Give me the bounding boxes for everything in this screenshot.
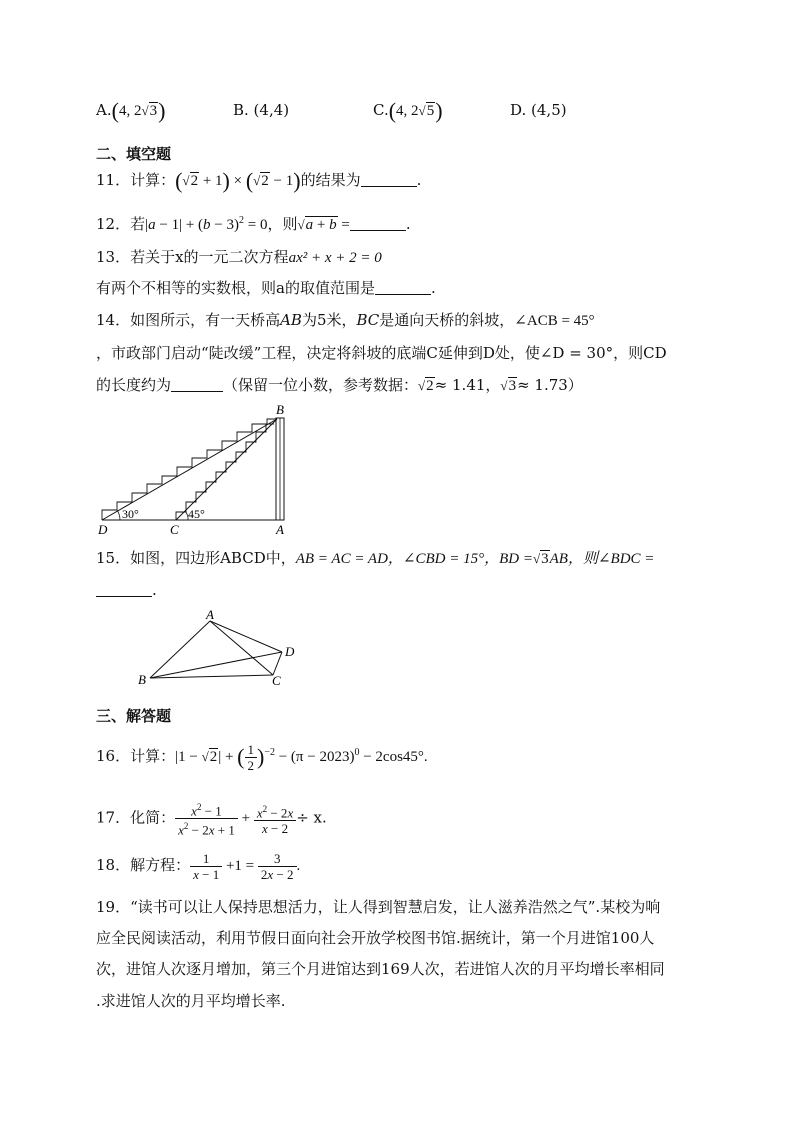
question-19-line-2: 应全民阅读活动，利用节假日面向社会开放学校图书馆.据统计，第一个月进馆100人 bbox=[96, 929, 655, 947]
question-15-line-2: . bbox=[96, 580, 157, 600]
section-fill-heading: 二、填空题 bbox=[96, 145, 172, 163]
label-b: B bbox=[138, 672, 146, 687]
question-13-line-1: 13．若关于x的一元二次方程ax² + x + 2 = 0 bbox=[96, 248, 382, 266]
question-14-line-2: ，市政部门启动“陡改缓”工程，决定将斜坡的底端C延伸到D处，使∠D = 30°，则CD bbox=[96, 344, 667, 362]
question-19-line-4: .求进馆人次的月平均增长率. bbox=[96, 992, 286, 1010]
question-12: 12．若$|a - 1| + (b - 3)^2 = 0$，则√a + b = . bbox=[96, 215, 411, 233]
question-14-line-3: 的长度约为 （保留一位小数，参考数据：√2≈ 1.41，√3≈ 1.73） bbox=[96, 376, 583, 394]
angle-30-label: 30° bbox=[122, 507, 139, 521]
question-13-line-2: 有两个不相等的实数根，则a的取值范围是 . bbox=[96, 279, 436, 297]
bridge-slope-figure bbox=[90, 402, 300, 537]
answer-blank bbox=[350, 216, 406, 231]
label-a: A bbox=[206, 608, 214, 622]
label-c: C bbox=[170, 522, 179, 537]
answer-blank bbox=[361, 172, 417, 187]
question-16: 16．计算：|1 − √2| + ( $\frac{1}{2}$ )$^{-2} - (\pi - 2023)^0 - 2\cos 45^\circ$. bbox=[96, 742, 428, 773]
answer-blank bbox=[96, 582, 152, 597]
choice-c: C.(4, 2√5) bbox=[373, 98, 443, 123]
question-15-line-1: 15．如图，四边形ABCD中，AB = AC = AD，∠CBD = 15°，BD =√3AB，则∠BDC = bbox=[96, 549, 655, 567]
choice-a: A.(4, 2√3) bbox=[96, 98, 166, 123]
section-solve-heading: 三、解答题 bbox=[96, 707, 172, 725]
question-17: 17．化简： $\frac{x^2 - 1}{x^2 - 2x + 1}$ + $\frac{x^2 - 2x}{x - 2}$ ÷ x. bbox=[96, 802, 327, 838]
question-19-line-3: 次，进馆人次逐月增加，第三个月进馆达到169人次，若进馆人次的月平均增长率相同 bbox=[96, 960, 665, 978]
label-d: D bbox=[98, 522, 108, 537]
question-19-line-1: 19．“读书可以让人保持思想活力，让人得到智慧启发，让人滋养浩然之气”.某校为响 bbox=[96, 898, 661, 916]
label-b: B bbox=[276, 402, 284, 417]
answer-blank bbox=[375, 280, 431, 295]
question-14-line-1: 14．如图所示，有一天桥高AB为5米，BC是通向天桥的斜坡，∠ACB = 45° bbox=[96, 311, 595, 329]
answer-blank bbox=[171, 377, 223, 392]
label-d: D bbox=[285, 644, 295, 659]
choice-b: B. (4,4) bbox=[233, 101, 290, 119]
label-c: C bbox=[272, 673, 281, 688]
label-a: A bbox=[276, 522, 284, 537]
question-11: 11．计算：(√2 + 1) × (√2 − 1)的结果为 . bbox=[96, 168, 422, 193]
angle-45-label: 45° bbox=[188, 507, 205, 521]
quadrilateral-figure bbox=[130, 608, 310, 690]
choice-d: D. (4,5) bbox=[510, 101, 567, 119]
question-18: 18．解方程： $\frac{1}{x - 1}$ +1 = $\frac{3}{2x - 2}$ . bbox=[96, 851, 301, 882]
